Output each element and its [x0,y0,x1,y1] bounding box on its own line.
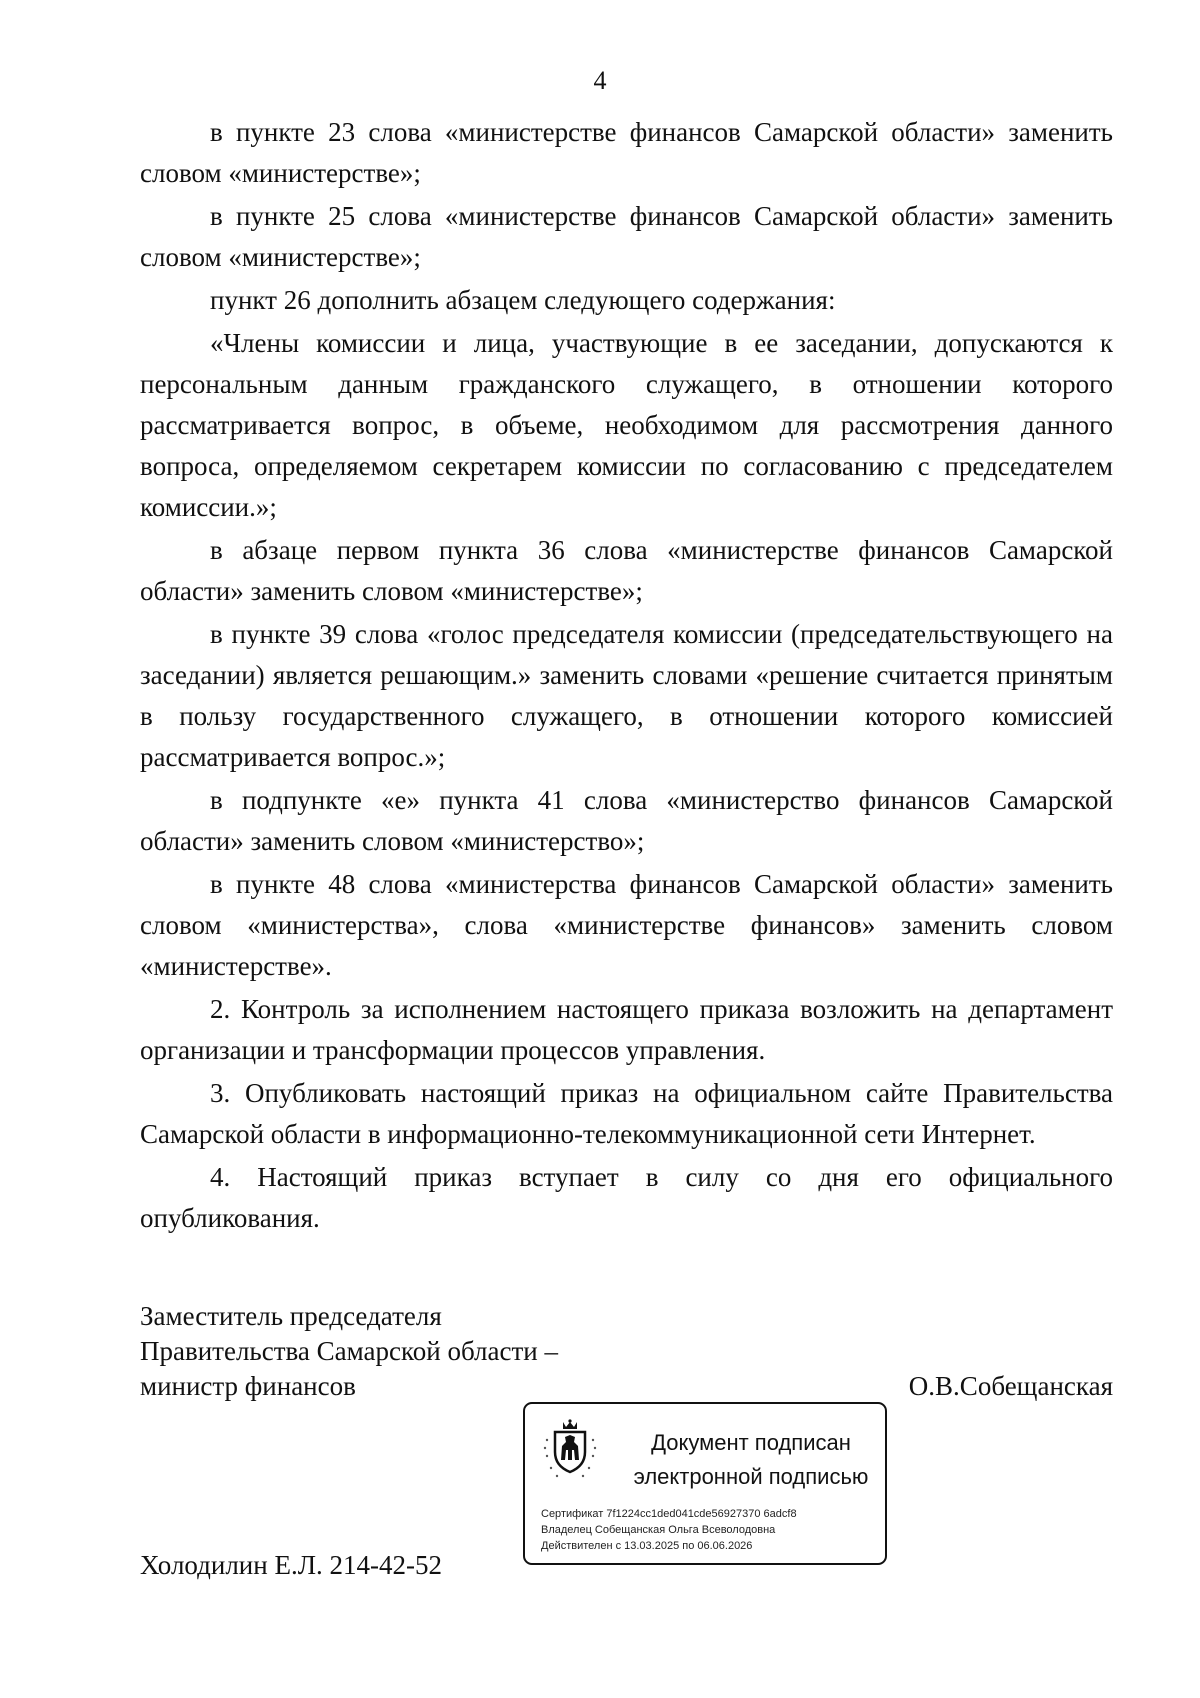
stamp-title-line: Документ подписан [651,1430,851,1455]
position-line: Заместитель председателя [140,1301,442,1331]
page-number: 4 [593,66,607,95]
paragraph: пункт 26 дополнить абзацем следующего содержания: [210,285,836,315]
paragraph: в пункте 25 слова «министерстве финансов Самарской области» заменить словом «министерстве»; [140,201,1113,272]
paragraph: 3. Опубликовать настоящий приказ на официальном сайте Правительства Самарской области в информационно-телекоммуникационной сети Интернет. [140,1078,1113,1149]
paragraph: 2. Контроль за исполнением настоящего приказа возложить на департамент организации и трансформации процессов управления. [140,994,1113,1065]
certificate-validity: Действителен с 13.03.2025 по 06.06.2026 [541,1540,753,1552]
certificate-number: Сертификат 7f1224cc1ded041cde56927370 6adcf8 [541,1508,797,1520]
stamp-details [541,1506,797,1554]
paragraph: в пункте 48 слова «министерства финансов Самарской области» заменить словом «министерства», слова «министерстве финансов» заменить словом «министерстве». [140,869,1113,981]
samara-coat-of-arms-icon [541,1418,599,1480]
stamp-title [620,1426,882,1494]
paragraph: «Члены комиссии и лица, участвующие в ее заседании, допускаются к персональным данным гражданского служащего, в отношении которого рассматривается вопрос, в объеме, необходимом для рассмотрения данного вопроса, определяемом секретарем комиссии по согласованию с председателем комиссии.»; [140,328,1113,522]
paragraph: 4. Настоящий приказ вступает в силу со дня его официального опубликования. [140,1162,1113,1233]
paragraph: в пункте 39 слова «голос председателя комиссии (председательствующего на заседании) является решающим.» заменить словами «решение считается принятым в пользу государственного служащего, в отношении которого комиссией рассматривается вопрос.»; [140,619,1113,772]
certificate-owner: Владелец Собещанская Ольга Всеволодовна [541,1524,776,1536]
paragraph: в подпункте «е» пункта 41 слова «министерство финансов Самарской области» заменить словом «министерство»; [140,785,1113,856]
executor-contact: Холодилин Е.Л. 214-42-52 [140,1550,442,1580]
position-line: Правительства Самарской области – [140,1336,558,1366]
signatory-position [140,1299,558,1404]
paragraph: в абзаце первом пункта 36 слова «министерстве финансов Самарской области» заменить словом «министерстве»; [140,535,1113,606]
position-line: министр финансов [140,1371,356,1401]
signatory-name: О.В.Собещанская [908,1371,1113,1401]
document-body [140,112,1113,1241]
paragraph: в пункте 23 слова «министерстве финансов Самарской области» заменить словом «министерстве»; [140,117,1113,188]
e-signature-stamp [523,1402,887,1565]
stamp-title-line: электронной подписью [633,1464,869,1489]
